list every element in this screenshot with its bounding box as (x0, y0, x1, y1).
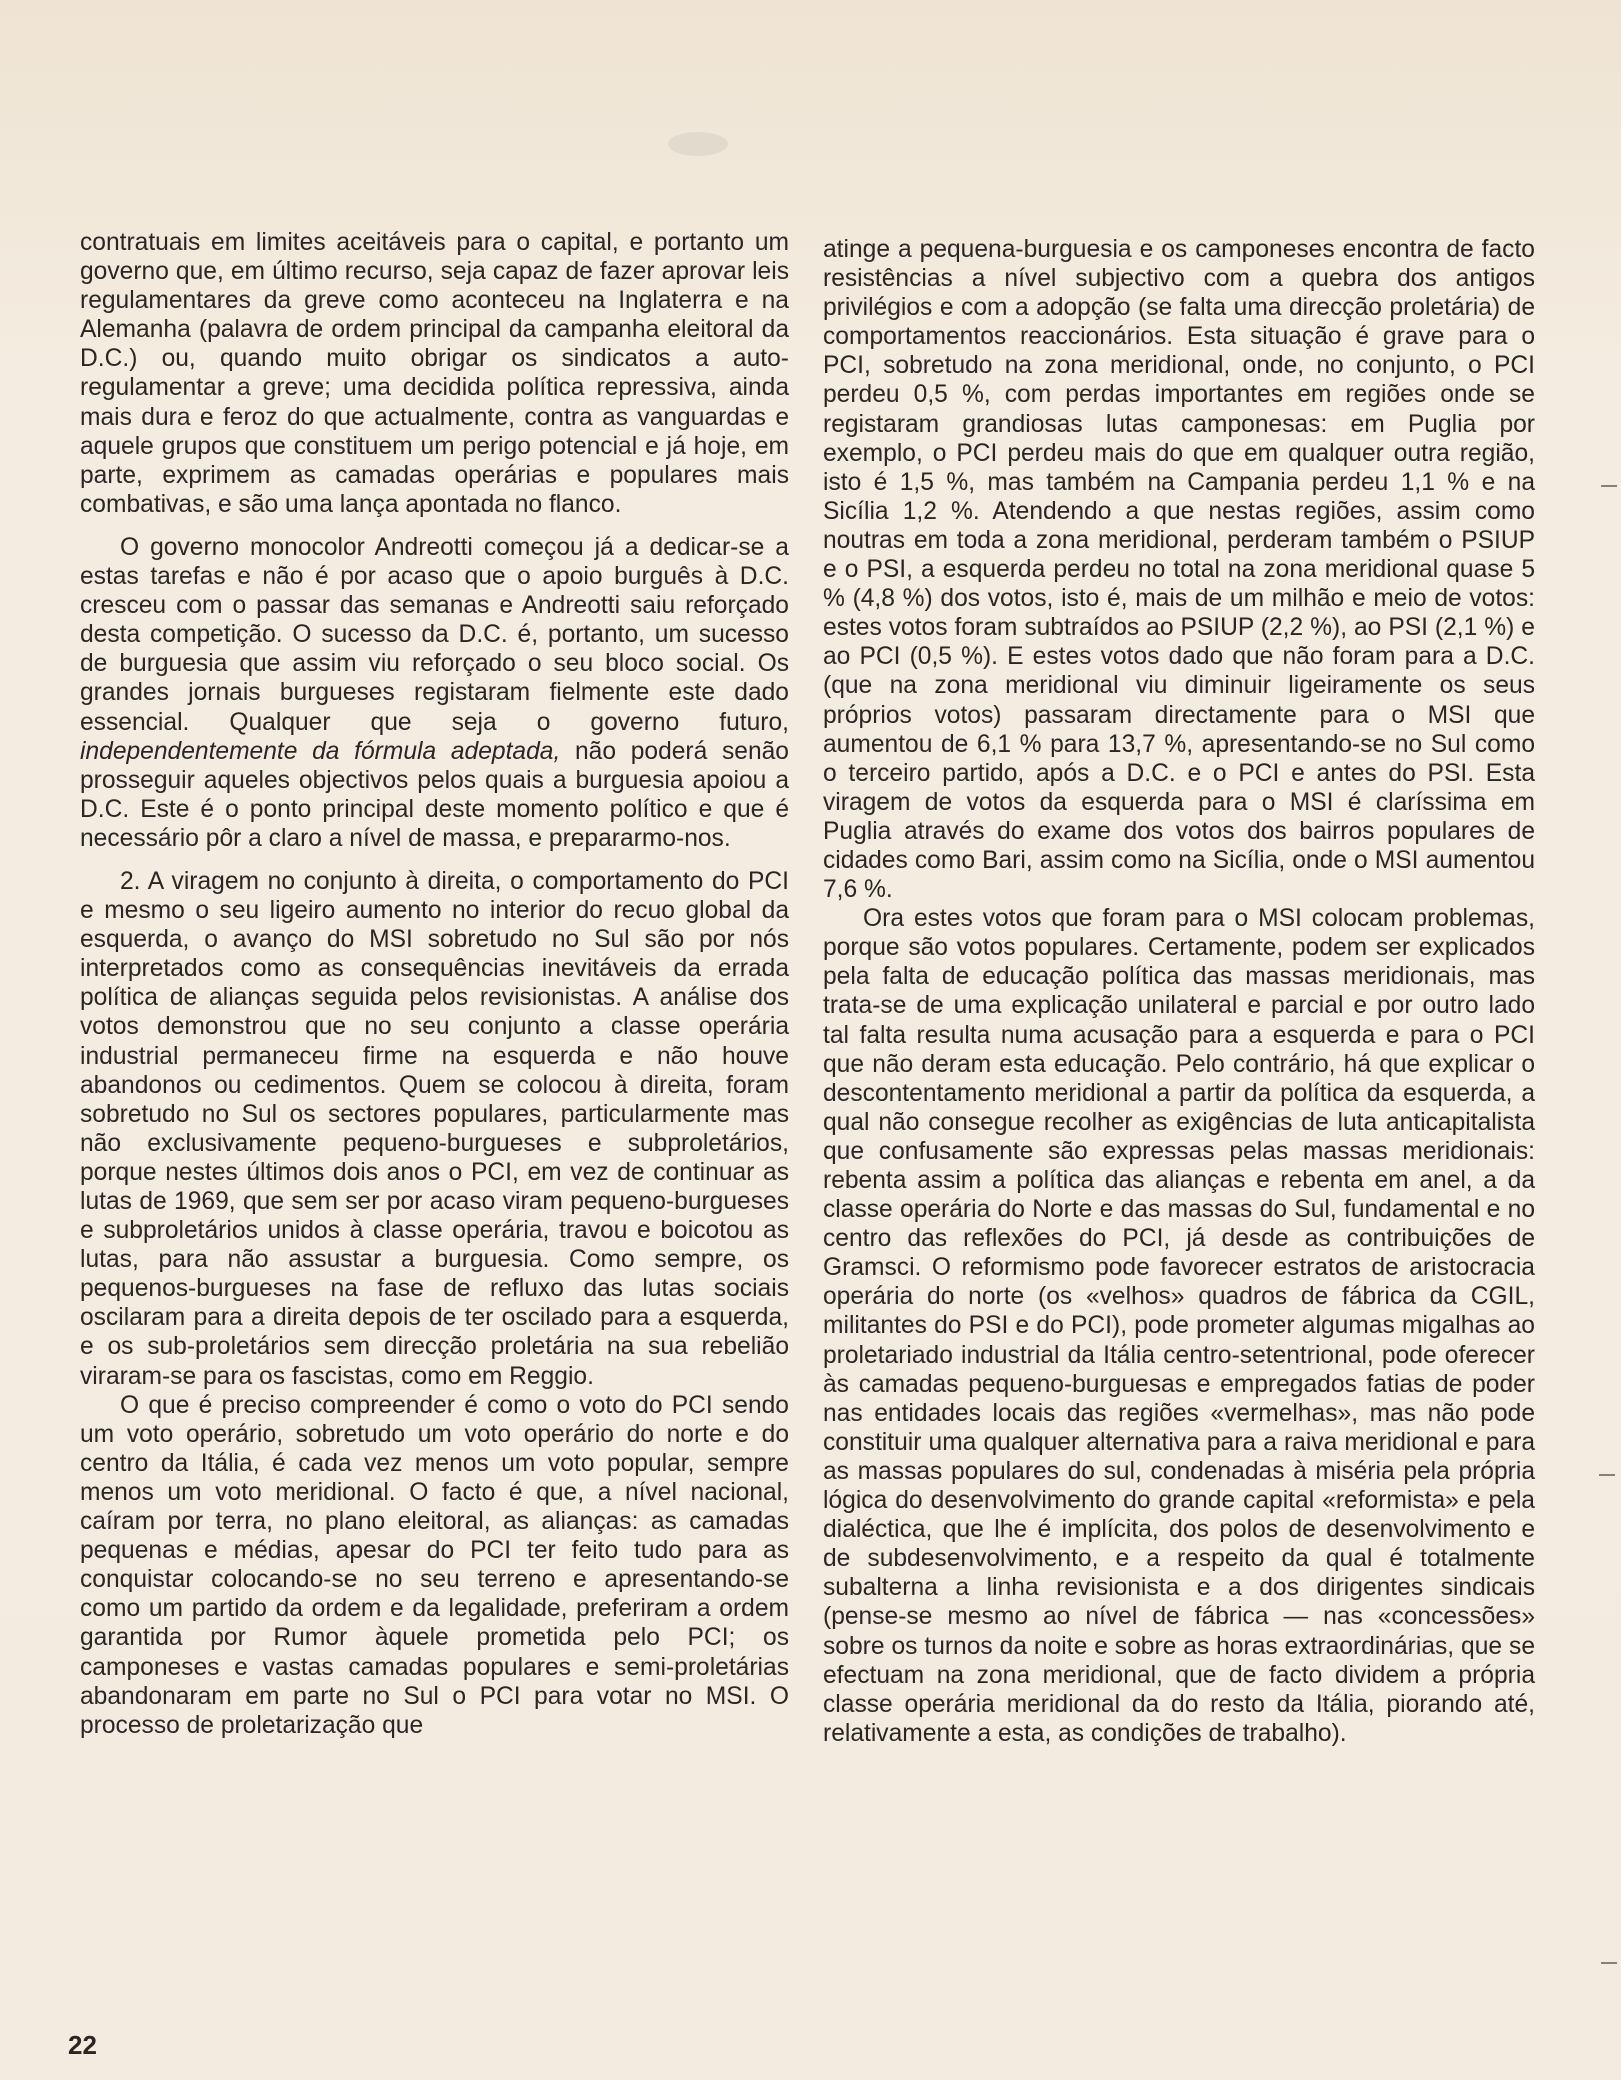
paragraph: atinge a pequena-burguesia e os camponeses encontra de facto resistências a nível subjectivo com a quebra dos antigos privilégios e com a adopção (se falta uma direcção proletária) de comportamentos reaccionários. Esta situação é grave para o PCI, sobretudo na zona meridional, onde, no conjunto, o PCI perdeu 0,5 %, com perdas importantes em regiões onde se registaram grandiosas lutas camponesas: em Puglia por exemplo, o PCI perdeu mais do que em qualquer outra região, isto é 1,5 %, mas também na Campania perdeu 1,1 % e na Sicília 1,2 %. Atendendo a que nestas regiões, assim como noutras em toda a zona meridional, perderam também o PSIUP e o PSI, a esquerda perdeu no total na zona meridional quase 5 % (4,8 %) dos votos, isto é, mais de um milhão e meio de votos: estes votos foram subtraídos ao PSIUP (2,2 %), ao PSI (2,1 %) e ao PCI (0,5 %). E estes votos dado que não foram para a D.C. (que na zona meridional viu diminuir ligeiramente os seus próprios votos) passaram directamente para o MSI que aumentou de 6,1 % para 13,7 %, apresentando-se no Sul como o terceiro partido, após a D.C. e o PCI e antes do PSI. Esta viragem de votos da esquerda para o MSI é claríssima em Puglia através do exame dos votos dos bairros populares de cidades como Bari, assim como na Sicília, onde o MSI aumentou 7,6 %. (823, 236, 1535, 904)
paragraph (80, 533, 789, 853)
edge-mark (1601, 1962, 1617, 1964)
edge-mark (1599, 1474, 1615, 1476)
paragraph-text: O governo monocolor Andreotti começou já a dedicar-se a estas tarefas e não é por acaso que o apoio burguês à D.C. cresceu com o passar das semanas e Andreotti saiu reforçado desta competição. O sucesso da D.C. é, portanto, um sucesso de burguesia que assim viu reforçado o seu bloco social. Os grandes jornais burgueses registaram fielmente este dado essencial. Qualquer que seja o governo futuro, (80, 533, 789, 736)
left-column (80, 228, 789, 1740)
paragraph-text: não poderá senão prosseguir aqueles objectivos pelos quais a burguesia apoiou a D.C. Este é o ponto principal deste momento político e que é necessário pôr a claro a nível de massa, e prepararmo-nos. (80, 737, 789, 852)
paragraph: Ora estes votos que foram para o MSI colocam problemas, porque são votos populares. Certamente, podem ser explicados pela falta de educação política das massas meridionais, mas trata-se de uma explicação unilateral e parcial e por outro lado tal falta resulta numa acusação para a esquerda e para o PCI que não deram esta educação. Pelo contrário, há que explicar o descontentamento meridional a partir da política da esquerda, a qual não consegue recolher as exigências de luta anticapitalista que confusamente são expressas pelas massas meridionais: rebenta assim a política das alianças e rebenta em anel, a da classe operária do Norte e das massas do Sul, fundamental e no centro das reflexões do PCI, já desde as contribuições de Gramsci. O reformismo pode favorecer estratos de aristocracia operária do norte (os «velhos» quadros de fábrica da CGIL, militantes do PSI e do PCI), pode prometer algumas migalhas ao proletariado industrial da Itália centro-setentrional, pode oferecer às camadas pequeno-burguesas e empregados fatias de poder nas entidades locais das regiões «vermelhas», mas não pode constituir uma qualquer alternativa para a raiva meridional e para as massas populares do sul, condenadas à miséria pela própria lógica do desenvolvimento do grande capital «reformista» e pela dialéctica, que lhe é implícita, dos polos de desenvolvimento e de subdesenvolvimento, e a respeito da qual é totalmente subalterna a linha revisionista e a dos dirigentes sindicais (pense-se mesmo ao nível de fábrica — nas «concessões» sobre os turnos da noite e sobre as horas extraordinárias, que se efectuam na zona meridional, que de facto dividem a própria classe operária meridional da do resto da Itália, piorando até, relativamente a esta, as condições de trabalho). (823, 905, 1535, 1747)
page-number: 22 (68, 2030, 97, 2060)
paragraph: 2. A viragem no conjunto à direita, o comportamento do PCI e mesmo o seu ligeiro aumento no interior do recuo global da esquerda, o avanço do MSI sobretudo no Sul são por nós interpretados como as consequências inevitáveis da errada política de alianças seguida pelos revisionistas. A análise dos votos demonstrou que no seu conjunto a classe operária industrial permaneceu firme na esquerda e não houve abandonos ou cedimentos. Quem se colocou à direita, foram sobretudo no Sul os sectores populares, particularmente mas não exclusivamente pequeno-burgueses e subproletários, porque nestes últimos dois anos o PCI, em vez de continuar as lutas de 1969, que sem ser por acaso viram pequeno-burgueses e subproletários unidos à classe operária, travou e boicotou as lutas, para não assustar a burguesia. Como sempre, os pequenos-burgueses na fase de refluxo das lutas sociais oscilaram para a direita depois de ter oscilado para a esquerda, e os sub-proletários sem direcção proletária na sua rebelião viraram-se para os fascistas, como em Reggio. (80, 867, 789, 1390)
emphasized-phrase: independentemente da fórmula adeptada, (80, 737, 561, 765)
paragraph: O que é preciso compreender é como o voto do PCI sendo um voto operário, sobretudo um voto operário do norte e do centro da Itália, é cada vez menos um voto popular, sempre menos um voto meridional. O facto é que, a nível nacional, caíram por terra, no plano eleitoral, as alianças: as camadas pequenas e médias, apesar do PCI ter feito tudo para as conquistar colocando-se no seu terreno e apresentando-se como um partido da ordem e da legalidade, preferiram a ordem garantida por Rumor àquele prometida pelo PCI; os camponeses e vastas camadas populares e semi-proletárias abandonaram em parte no Sul o PCI para votar no MSI. O processo de proletarização que (80, 1391, 789, 1739)
edge-mark (1601, 485, 1617, 487)
print-smudge (668, 132, 728, 156)
right-column (823, 235, 1535, 1748)
paragraph: contratuais em limites aceitáveis para o capital, e portanto um governo que, em último recurso, seja capaz de fazer aprovar leis regulamentares da greve como aconteceu na Inglaterra e na Alemanha (palavra de ordem principal da campanha eleitoral da D.C.) ou, quando muito obrigar os sindicatos a auto-regulamentar a greve; uma decidida política repressiva, ainda mais dura e feroz do que actualmente, contra as vanguardas e aquele grupos que constituem um perigo potencial e já hoje, em parte, exprimem as camadas operárias e populares mais combativas, e são uma lança apontada no flanco. (80, 229, 789, 518)
